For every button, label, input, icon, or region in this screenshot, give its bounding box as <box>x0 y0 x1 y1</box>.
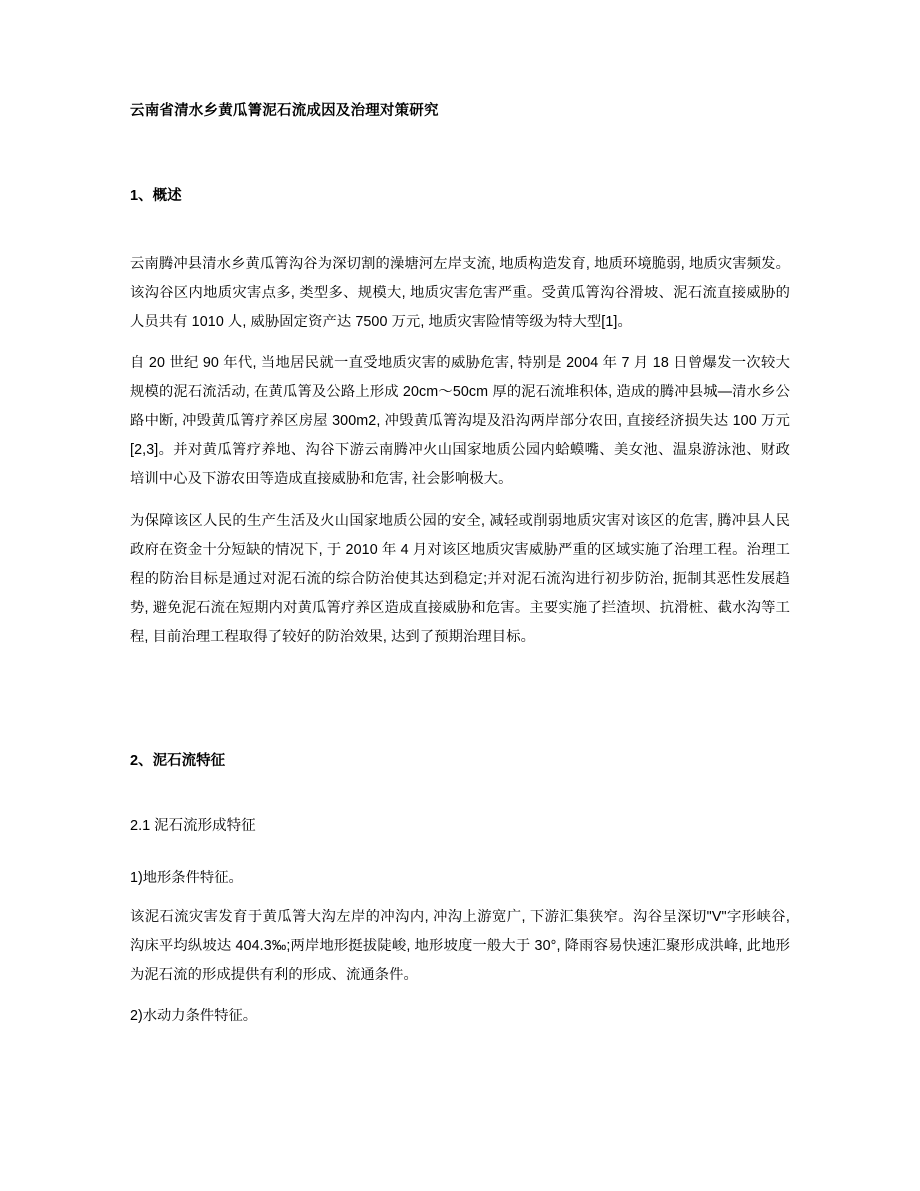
spacer <box>130 664 790 750</box>
spacer <box>130 208 790 250</box>
section-2-heading: 2、泥石流特征 <box>130 752 226 769</box>
section-1-paragraph-3: 为保障该区人民的生产生活及火山国家地质公园的安全, 减轻或削弱地质灾害对该区的危害, 腾冲县人民政府在资金十分短缺的情况下, 于 2010 年 4 月对该区地质灾害威胁严重的区域实施了治理工程。治理工程的防治目标是通过对泥石流的综合防治使其达到稳定;并对泥石流沟进行初步防治, 扼制其恶性发展趋势, 避免泥石流在短期内对黄瓜箐疗养区造成直接威胁和危害。主要实施了拦渣坝、抗滑桩、截水沟等工程, 目前治理工程取得了较好的防治效果, 达到了预期治理目标。 <box>130 512 790 645</box>
section-2-item-2: 该泥石流灾害发育于黄瓜箐大沟左岸的冲沟内, 冲沟上游宽广, 下游汇集狭窄。沟谷呈深切"V"字形峡谷, 沟床平均纵坡达 404.3‰;两岸地形挺拔陡峻, 地形坡度一般大于 30°, 降雨容易快速汇聚形成洪峰, 此地形为泥石流的形成提供有利的形成、流通条件。 <box>130 908 790 983</box>
section-1-paragraph-2: 自 20 世纪 90 年代, 当地居民就一直受地质灾害的威胁危害, 特别是 2004 年 7 月 18 日曾爆发一次较大规模的泥石流活动, 在黄瓜箐及公路上形成 20cm～50cm 厚的泥石流堆积体, 造成的腾冲县城—清水乡公路中断, 冲毁黄瓜箐疗养区房屋 300m2, 冲毁黄瓜箐沟堤及沿沟两岸部分农田, 直接经济损失达 100 万元[2,3]。并对黄瓜箐疗养地、沟谷下游云南腾冲火山国家地质公园内蛤蟆嘴、美女池、温泉游泳池、财政培训中心及下游农田等造成直接威胁和危害, 社会影响极大。 <box>130 355 790 488</box>
section-2-subheading: 2.1 泥石流形成特征 <box>130 817 256 834</box>
section-2-item-3: 2)水动力条件特征。 <box>130 1008 258 1025</box>
spacer <box>130 838 790 864</box>
spacer <box>130 773 790 815</box>
page-title: 云南省清水乡黄瓜箐泥石流成因及治理对策研究 <box>130 103 439 119</box>
section-1-paragraph-1: 云南腾冲县清水乡黄瓜箐沟谷为深切割的澡塘河左岸支流, 地质构造发育, 地质环境脆弱, 地质灾害频发。该沟谷区内地质灾害点多, 类型多、规模大, 地质灾害危害严重。受黄瓜箐沟谷滑坡、泥石流直接威胁的人员共有 1010 人, 威胁固定资产达 7500 万元, 地质灾害险情等级为特大型[1]。 <box>130 256 790 331</box>
section-1-heading: 1、概述 <box>130 188 182 205</box>
section-2-item-1: 1)地形条件特征。 <box>130 869 243 886</box>
document-content <box>130 100 790 1041</box>
spacer <box>130 123 790 185</box>
